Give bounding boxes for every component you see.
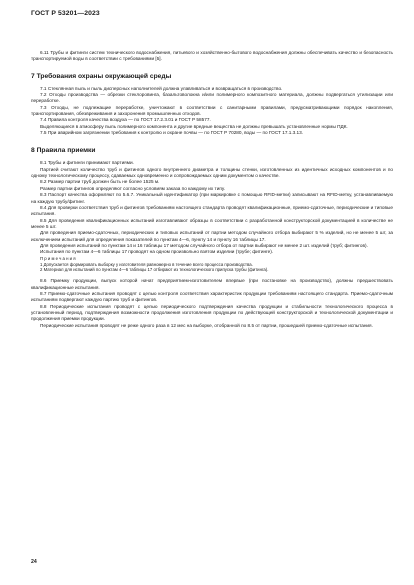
page-number: 24: [31, 559, 37, 565]
paragraph-8-2-b: Размер партии фитингов определяют согласно условиям заказа по каждому их типу.: [40, 185, 226, 191]
note-2: 2 Материал для испытаний по пунктам 4—6 таблицы 17 отбирают из технологического припуска трубы (фитинга).: [40, 267, 269, 273]
paragraph-8-7: 8.7 Приемо-сдаточные испытания проводят с целью контроля соответствия характеристик продукции требованиям настоящего стандарта. Приемо-сдаточным испытаниям подвергают каждую партию труб и фитингов.: [31, 291, 393, 303]
paragraph-8-5-b: Для проведения приемо-сдаточных, периодических и типовых испытаний от партии методом случайного отбора выбирают 5 % изделий, но не менее 5 шт, за исключением испытаний для определения показателей по пунктам 4—6, пункту 14 и пункту 16 таблицы 17.: [31, 230, 393, 242]
section-7-heading: 7 Требования охраны окружающей среды: [31, 72, 172, 80]
paragraph-8-6: 8.6 Приемку продукции, выпуск которой начат предприятием-изготовителем впервые (при постановке на производство), должны предшествовать квалификационные испытания.: [31, 278, 393, 290]
section-8-heading: 8 Правила приемки: [31, 147, 96, 155]
paragraph-7-4: 7.4 Правила контроля качества воздуха — по ГОСТ 17.2.3.01 и ГОСТ Р 58577.: [40, 117, 211, 123]
notes-title: Примечания: [40, 255, 77, 261]
paragraph-7-4-b: Выделяющиеся в атмосферу пыль полимерного компонента и другие вредные вещества не должны превышать установленные нормы ПДК.: [40, 123, 348, 129]
paragraph-8-8-b: Периодические испытания проводят не реже одного раза в 12 мес на выборке, отобранной по 8.5 от партии, прошедшей приемо-сдаточные испытания.: [40, 322, 373, 328]
paragraph-8-3: 8.3 Паспорт качества оформляют по 5.6.7. Уникальный идентификатор (при маркировке с помощью RFID-метки) записывают на RFID-метку, устанавливаемую на каждую трубу/фитинг.: [31, 192, 393, 204]
paragraph-8-2: 8.2 Размер партии труб должен быть не более 1525 м.: [40, 179, 160, 185]
paragraph-6-11: 6.11 Трубы и фитинги систем технического водоснабжения, питьевого и хозяйственно-бытового водоснабжения должны обеспечивать качество и безопасность транспортируемой воды в соответствии с требованиями [5].: [31, 50, 393, 62]
note-1: 1 Допускается формировать выборку у изготовителя равномерно в течение всего процесса производства.: [40, 261, 253, 267]
paragraph-8-8: 8.8 Периодические испытания проводят с целью периодического подтверждения качества продукции и стабильности технологического процесса в установленный период, подтверждения возможности продолжения изготовления продукции по действующей конструкторской и технологической документации и продолжения приемки продукции.: [31, 303, 393, 322]
paragraph-8-4: 8.4 Для проверки соответствия труб и фитингов требованиям настоящего стандарта проводят квалификационные, приемо-сдаточные, периодические и типовые испытания.: [31, 204, 393, 217]
paragraph-8-5-c: Для проведения испытаний по пунктам 14 и 16 таблицы 17 методом случайного отбора от партии выбирают не менее 2 шт. изделий (труб; фитингов).: [40, 242, 368, 248]
standard-code: ГОСТ Р 53201—2023: [31, 10, 100, 17]
paragraph-7-5: 7.5 При аварийном загрязнении требования к контролю и охране почвы — по ГОСТ Р 70280, воды — по ГОСТ 17.1.3.13.: [40, 130, 304, 136]
paragraph-7-1: 7.1 Стеклянная пыль и пыль дисперсных наполнителей должна улавливаться и возвращаться в производство.: [40, 85, 283, 91]
paragraph-8-1: 8.1 Трубы и фитинги принимают партиями.: [40, 160, 134, 166]
paragraph-8-1-b: Партией считают количество труб и фитингов одного внутреннего диаметра и толщины стенки, изготовленных из идентичных исходных компонентов и по одному технологическому процессу, сдаваемых одновременно и сопровождаемых одним документом о качестве.: [31, 166, 393, 179]
paragraph-7-3: 7.3 Отходы, не подлежащие переработке, уничтожают в соответствии с санитарными правилами, предусматривающими порядок накопления, транспортирования, обезвреживания и захоронения промышленных отходов.: [31, 104, 393, 117]
paragraph-8-5: 8.5 Для проведения квалификационных испытаний изготавливают образцы в соответствии с разработанной конструкторской документацией в количестве не менее 5 шт.: [31, 217, 393, 229]
paragraph-8-5-d: Испытания по пунктам 4—6 таблицы 17 проводят на одном произвольно взятом изделии (трубе; фитинге).: [40, 249, 274, 255]
page-body: [31, 50, 393, 329]
paragraph-7-2: 7.2 Отходы производства — обрезки стеклоровинга, базальтоволокна и/или полимерного композитного материала, должны подвергаться утилизации или переработке.: [31, 92, 393, 104]
